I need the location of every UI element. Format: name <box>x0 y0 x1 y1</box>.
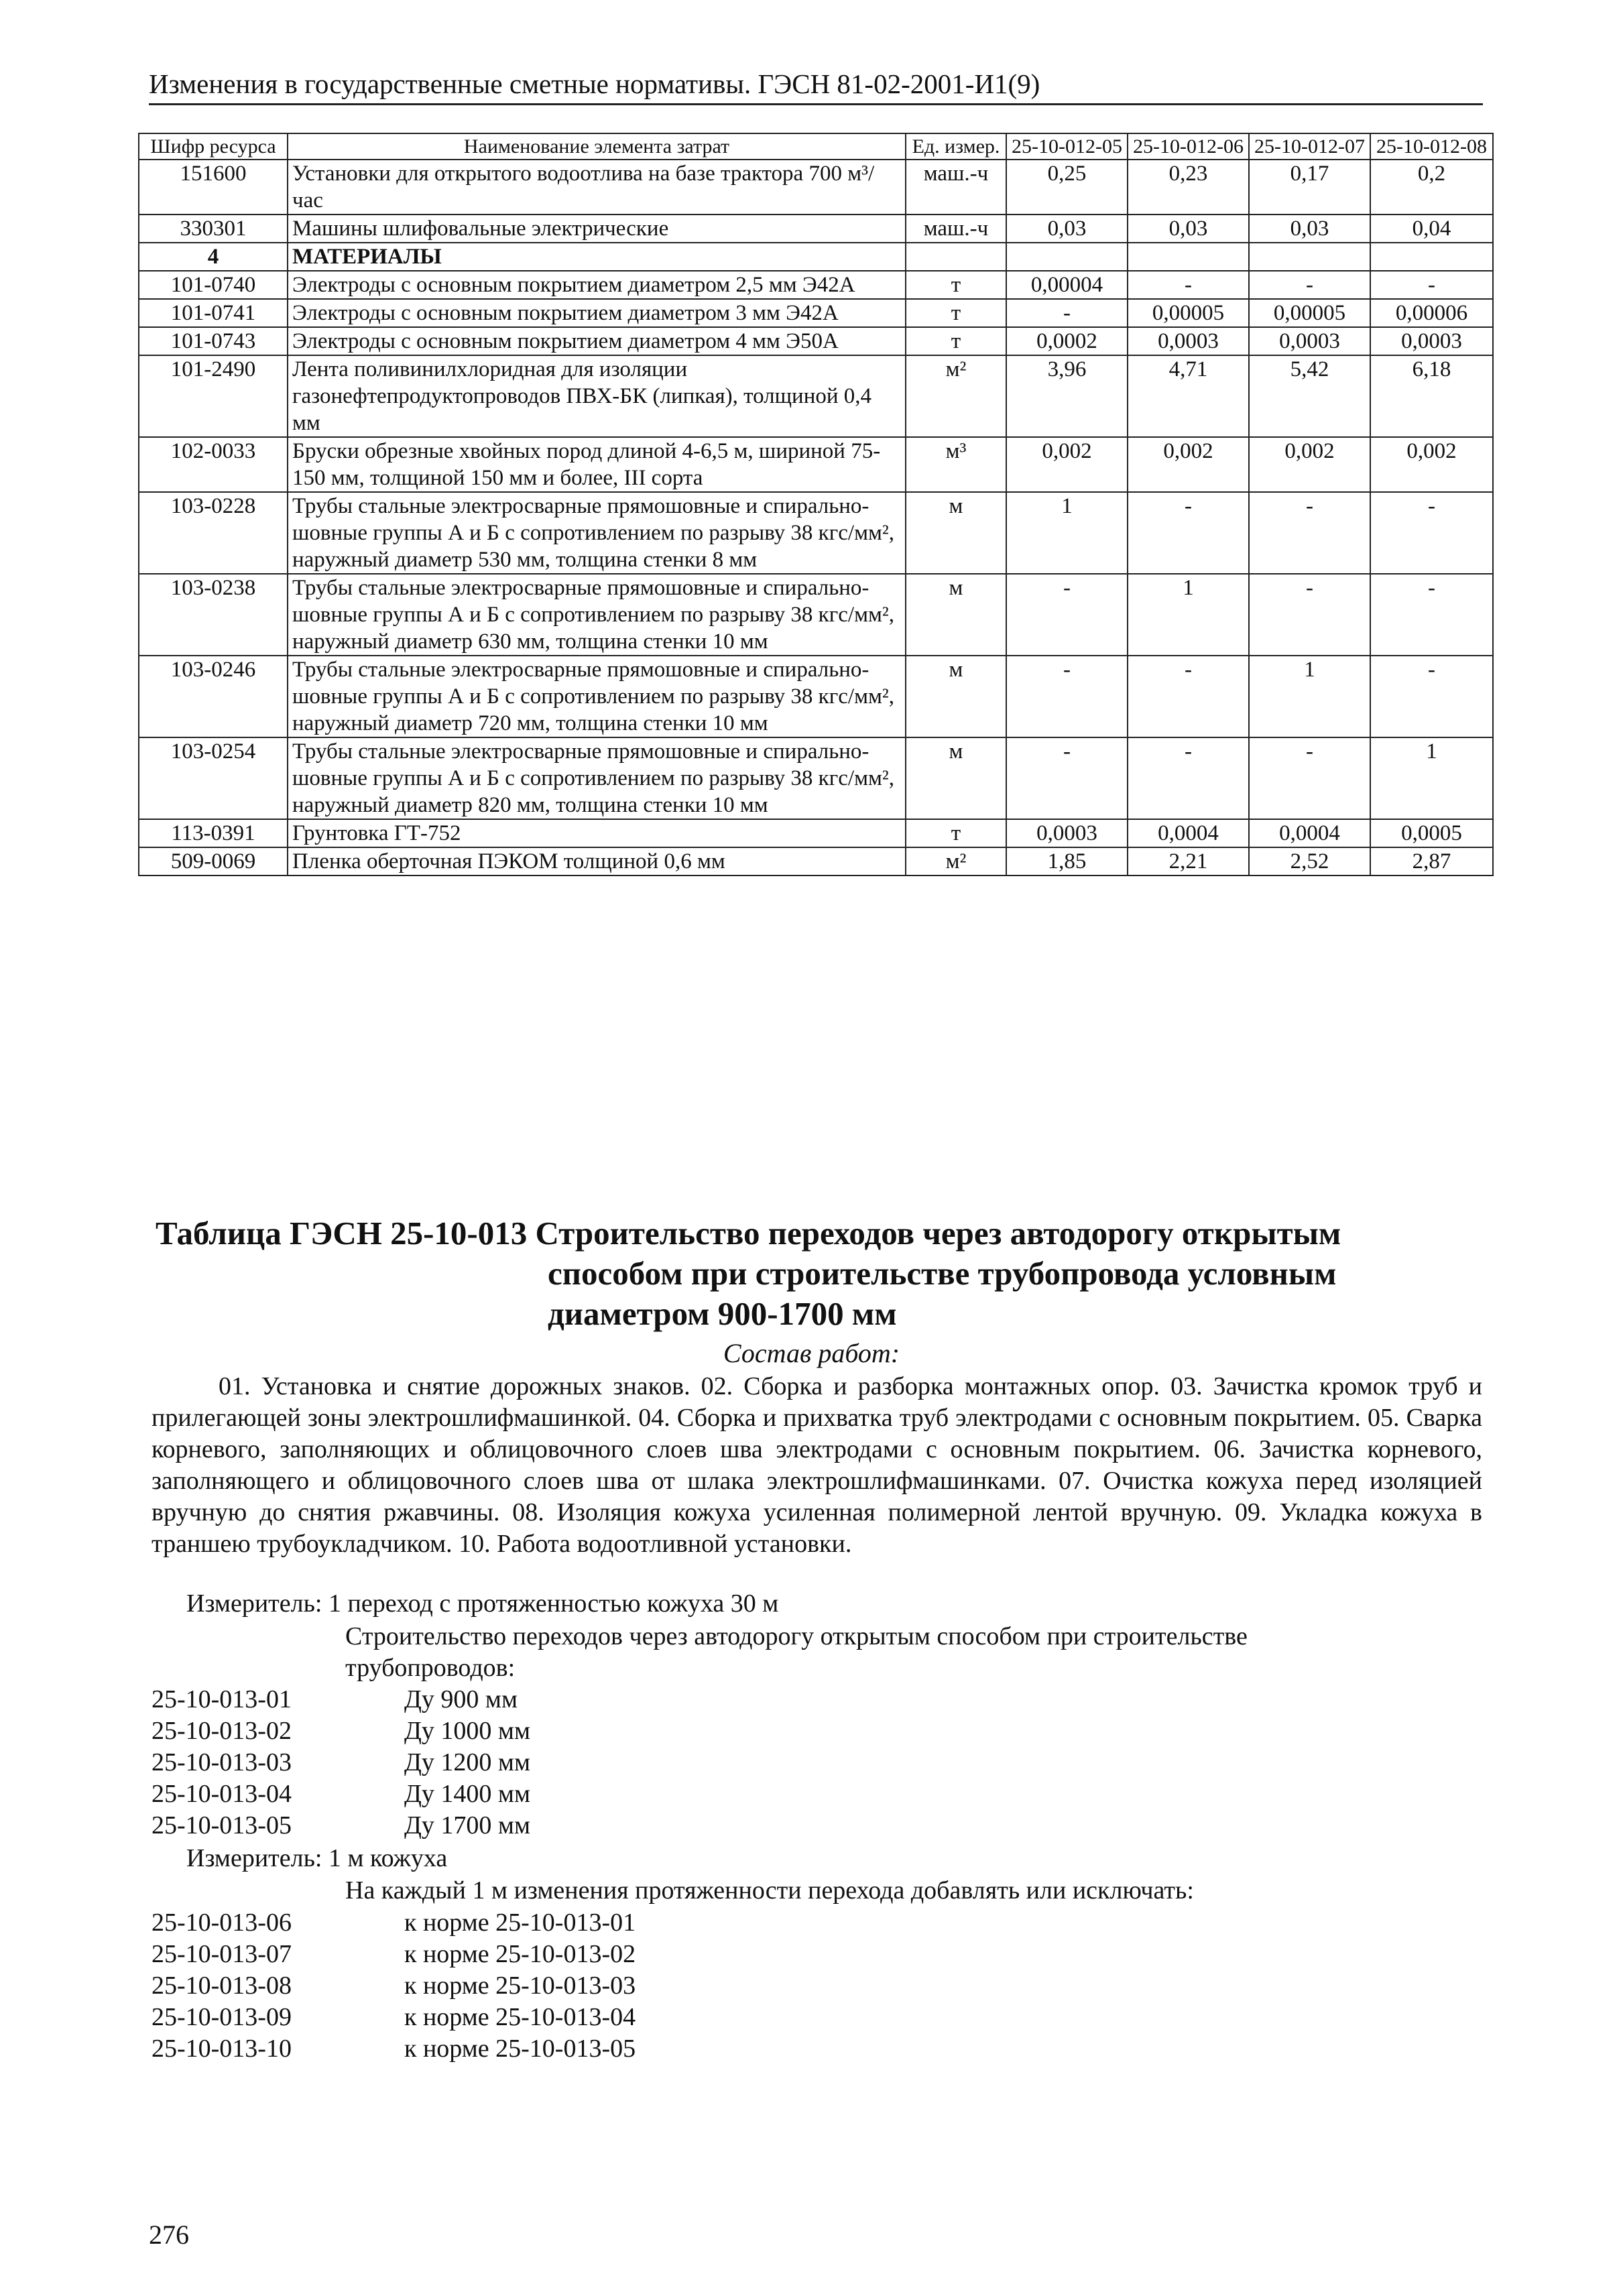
list-item <box>152 1970 636 2002</box>
cell-unit: т <box>906 819 1006 847</box>
cell-col-05: 0,00004 <box>1006 271 1128 299</box>
measure-2: Измеритель: 1 м кожуха <box>186 1844 448 1872</box>
cell-col-08: 0,002 <box>1370 437 1493 492</box>
cell-unit: м <box>906 574 1006 656</box>
norm-code: 25-10-013-08 <box>152 1972 292 2000</box>
cell-col-06: 2,21 <box>1128 847 1249 875</box>
cell-col-06: - <box>1128 737 1249 819</box>
cell-col-05: - <box>1006 656 1128 737</box>
table-row <box>139 737 1493 819</box>
cell-col-05 <box>1006 243 1128 271</box>
cell-code: 101-0743 <box>139 327 288 355</box>
norm-code: 25-10-013-09 <box>152 2003 292 2031</box>
table-body <box>139 160 1493 875</box>
cell-col-07: 5,42 <box>1249 355 1370 437</box>
cell-name: Трубы стальные электросварные прямошовные и спирально-шовные группы А и Б с сопротивлением по разрыву 38 кгс/мм², наружный диаметр 530 мм, толщина стенки 8 мм <box>288 492 906 574</box>
cell-col-08: 0,0005 <box>1370 819 1493 847</box>
cell-col-08: 0,2 <box>1370 160 1493 215</box>
header-col-06: 25-10-012-06 <box>1128 133 1249 160</box>
table-row <box>139 243 1493 271</box>
norm-text: Ду 1000 мм <box>404 1717 531 1745</box>
norm-list-2 <box>152 1907 636 2065</box>
cell-col-08: 6,18 <box>1370 355 1493 437</box>
list-item <box>152 1747 530 1778</box>
cell-unit: т <box>906 327 1006 355</box>
cell-col-07: - <box>1249 574 1370 656</box>
norm-text: к норме 25-10-013-01 <box>404 1909 636 1937</box>
cell-unit: т <box>906 299 1006 327</box>
cell-unit: маш.-ч <box>906 160 1006 215</box>
section-title-line3: диаметром 900-1700 мм <box>548 1295 897 1332</box>
header-col-07: 25-10-012-07 <box>1249 133 1370 160</box>
header-unit: Ед. измер. <box>906 133 1006 160</box>
section-title <box>156 1213 1483 1334</box>
cell-col-07: 0,0003 <box>1249 327 1370 355</box>
measure-1: Измеритель: 1 переход с протяженностью кожуха 30 м <box>186 1589 779 1618</box>
cell-code: 101-0740 <box>139 271 288 299</box>
cell-col-08: - <box>1370 271 1493 299</box>
cell-col-08: - <box>1370 574 1493 656</box>
cell-unit: м <box>906 737 1006 819</box>
cell-col-05: 1 <box>1006 492 1128 574</box>
cell-name: Пленка оберточная ПЭКОМ толщиной 0,6 мм <box>288 847 906 875</box>
work-description: 01. Установка и снятие дорожных знаков. 02. Сборка и разборка монтажных опор. 03. Зачистка кромок труб и прилегающей зоны электрошлифмашинкой. 04. Сборка и прихватка труб электродами с основным покрытием. 05. Сварка корневого, заполняющих и облицовочного слоев шва электродами с основным покрытием. 06. Зачистка корневого, заполняющего и облицовочного слоев шва от шлака электрошлифмашинками. 07. Очистка кожуха перед изоляцией вручную до снятия ржавчины. 08. Изоляция кожуха усиленная полимерной лентой вручную. 09. Укладка кожуха в траншею трубоукладчиком. 10. Работа водоотливной установки. <box>152 1372 1482 1558</box>
list-item <box>152 1684 530 1715</box>
cell-code: 103-0254 <box>139 737 288 819</box>
table-row <box>139 271 1493 299</box>
cell-name: Грунтовка ГТ-752 <box>288 819 906 847</box>
cell-code: 103-0246 <box>139 656 288 737</box>
list-item <box>152 1778 530 1810</box>
cell-unit: м <box>906 492 1006 574</box>
list-item <box>152 1939 636 1970</box>
cell-col-08: - <box>1370 656 1493 737</box>
cell-col-08: 0,00006 <box>1370 299 1493 327</box>
list-item <box>152 2002 636 2033</box>
cell-col-08: 2,87 <box>1370 847 1493 875</box>
cell-col-06: 0,23 <box>1128 160 1249 215</box>
cell-col-05: 0,002 <box>1006 437 1128 492</box>
cell-code: 330301 <box>139 215 288 243</box>
cell-name: МАТЕРИАЛЫ <box>288 243 906 271</box>
header-col-08: 25-10-012-08 <box>1370 133 1493 160</box>
header-code: Шифр ресурса <box>139 133 288 160</box>
cell-col-05: - <box>1006 299 1128 327</box>
norm-code: 25-10-013-01 <box>152 1685 292 1713</box>
cell-col-07: - <box>1249 492 1370 574</box>
table-row <box>139 215 1493 243</box>
cell-code: 102-0033 <box>139 437 288 492</box>
section-title-line1: Таблица ГЭСН 25-10-013 Строительство переходов через автодорогу открытым <box>156 1215 1341 1252</box>
table-row <box>139 847 1493 875</box>
list-item <box>152 1810 530 1841</box>
norm-text: к норме 25-10-013-04 <box>404 2003 636 2031</box>
table-header-row <box>139 133 1493 160</box>
page-number: 276 <box>149 2220 189 2250</box>
cell-unit <box>906 243 1006 271</box>
resources-table <box>138 133 1494 876</box>
cell-col-08 <box>1370 243 1493 271</box>
cell-name: Трубы стальные электросварные прямошовные и спирально-шовные группы А и Б с сопротивлением по разрыву 38 кгс/мм², наружный диаметр 820 мм, толщина стенки 10 мм <box>288 737 906 819</box>
cell-col-05: 1,85 <box>1006 847 1128 875</box>
header-name: Наименование элемента затрат <box>288 133 906 160</box>
group-1-note: Строительство переходов через автодорогу открытым способом при строительстве трубопроводов: <box>345 1622 1248 1682</box>
cell-col-05: - <box>1006 737 1128 819</box>
table-row <box>139 299 1493 327</box>
table-row <box>139 574 1493 656</box>
list-item <box>152 1715 530 1747</box>
cell-code: 509-0069 <box>139 847 288 875</box>
norm-text: к норме 25-10-013-03 <box>404 1972 636 2000</box>
cell-unit: маш.-ч <box>906 215 1006 243</box>
table-row <box>139 492 1493 574</box>
cell-unit: м <box>906 656 1006 737</box>
cell-name: Электроды с основным покрытием диаметром 2,5 мм Э42А <box>288 271 906 299</box>
cell-col-07: 2,52 <box>1249 847 1370 875</box>
running-header: Изменения в государственные сметные нормативы. ГЭСН 81-02-2001-И1(9) <box>149 67 1483 105</box>
cell-col-08: 0,04 <box>1370 215 1493 243</box>
cell-col-08: 1 <box>1370 737 1493 819</box>
cell-name: Машины шлифовальные электрические <box>288 215 906 243</box>
cell-name: Электроды с основным покрытием диаметром 3 мм Э42А <box>288 299 906 327</box>
table-row <box>139 819 1493 847</box>
cell-col-08: 0,0003 <box>1370 327 1493 355</box>
cell-col-07: 0,0004 <box>1249 819 1370 847</box>
cell-code: 103-0228 <box>139 492 288 574</box>
cell-col-05: - <box>1006 574 1128 656</box>
cell-code: 101-2490 <box>139 355 288 437</box>
norm-code: 25-10-013-04 <box>152 1780 292 1808</box>
norm-text: Ду 1200 мм <box>404 1748 531 1776</box>
cell-col-07: 0,03 <box>1249 215 1370 243</box>
cell-unit: м² <box>906 355 1006 437</box>
norm-code: 25-10-013-06 <box>152 1909 292 1937</box>
list-item <box>152 1907 636 1939</box>
cell-name: Лента поливинилхлоридная для изоляции газонефтепродуктопроводов ПВХ-БК (липкая), толщиной 0,4 мм <box>288 355 906 437</box>
cell-col-06: - <box>1128 656 1249 737</box>
cell-code: 151600 <box>139 160 288 215</box>
cell-unit: т <box>906 271 1006 299</box>
cell-col-06 <box>1128 243 1249 271</box>
cell-col-08: - <box>1370 492 1493 574</box>
cell-col-07 <box>1249 243 1370 271</box>
cell-col-05: 0,0002 <box>1006 327 1128 355</box>
cell-name: Электроды с основным покрытием диаметром 4 мм Э50А <box>288 327 906 355</box>
cell-name: Трубы стальные электросварные прямошовные и спирально-шовные группы А и Б с сопротивлением по разрыву 38 кгс/мм², наружный диаметр 630 мм, толщина стенки 10 мм <box>288 574 906 656</box>
norm-text: Ду 1400 мм <box>404 1780 531 1808</box>
cell-col-06: 0,002 <box>1128 437 1249 492</box>
cell-col-05: 3,96 <box>1006 355 1128 437</box>
cell-name: Бруски обрезные хвойных пород длиной 4-6,5 м, шириной 75-150 мм, толщиной 150 мм и более, III сорта <box>288 437 906 492</box>
cell-name: Трубы стальные электросварные прямошовные и спирально-шовные группы А и Б с сопротивлением по разрыву 38 кгс/мм², наружный диаметр 720 мм, толщина стенки 10 мм <box>288 656 906 737</box>
cell-unit: м³ <box>906 437 1006 492</box>
cell-col-06: 0,03 <box>1128 215 1249 243</box>
cell-code: 101-0741 <box>139 299 288 327</box>
cell-col-07: - <box>1249 271 1370 299</box>
norm-text: Ду 1700 мм <box>404 1811 531 1839</box>
cell-col-07: - <box>1249 737 1370 819</box>
norm-code: 25-10-013-05 <box>152 1811 292 1839</box>
cell-code: 4 <box>139 243 288 271</box>
cell-name: Установки для открытого водоотлива на базе трактора 700 м³/час <box>288 160 906 215</box>
cell-col-07: 0,17 <box>1249 160 1370 215</box>
group-2-note: На каждый 1 м изменения протяженности перехода добавлять или исключать: <box>345 1876 1194 1905</box>
cell-col-06: 0,0004 <box>1128 819 1249 847</box>
header-col-05: 25-10-012-05 <box>1006 133 1128 160</box>
norm-list-1 <box>152 1684 530 1841</box>
table-row <box>139 327 1493 355</box>
cell-col-06: - <box>1128 271 1249 299</box>
cell-col-06: 0,0003 <box>1128 327 1249 355</box>
norm-text: к норме 25-10-013-02 <box>404 1940 636 1968</box>
cell-code: 103-0238 <box>139 574 288 656</box>
section-title-line2: способом при строительстве трубопровода условным <box>548 1255 1337 1292</box>
table-row <box>139 656 1493 737</box>
cell-col-05: 0,0003 <box>1006 819 1128 847</box>
cell-col-05: 0,03 <box>1006 215 1128 243</box>
cell-col-06: 1 <box>1128 574 1249 656</box>
list-item <box>152 2033 636 2065</box>
norm-text: к норме 25-10-013-05 <box>404 2035 636 2063</box>
norm-code: 25-10-013-07 <box>152 1940 292 1968</box>
table-row <box>139 160 1493 215</box>
table-row <box>139 355 1493 437</box>
cell-col-07: 0,00005 <box>1249 299 1370 327</box>
cell-unit: м² <box>906 847 1006 875</box>
cell-col-06: - <box>1128 492 1249 574</box>
norm-code: 25-10-013-10 <box>152 2035 292 2063</box>
norm-text: Ду 900 мм <box>404 1685 518 1713</box>
work-heading: Состав работ: <box>723 1338 900 1368</box>
table-row <box>139 437 1493 492</box>
cell-code: 113-0391 <box>139 819 288 847</box>
norm-code: 25-10-013-03 <box>152 1748 292 1776</box>
cell-col-05: 0,25 <box>1006 160 1128 215</box>
cell-col-06: 0,00005 <box>1128 299 1249 327</box>
cell-col-07: 1 <box>1249 656 1370 737</box>
norm-code: 25-10-013-02 <box>152 1717 292 1745</box>
cell-col-06: 4,71 <box>1128 355 1249 437</box>
cell-col-07: 0,002 <box>1249 437 1370 492</box>
